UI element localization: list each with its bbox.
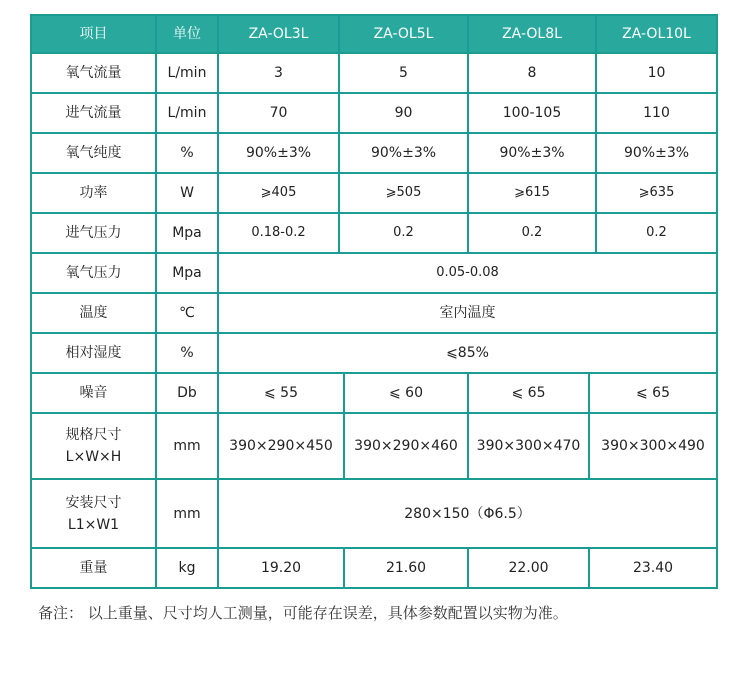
- row-unit-oxygen-purity: %: [157, 134, 217, 172]
- row-unit-weight: kg: [157, 549, 217, 587]
- header-model-8l: ZA-OL8L: [469, 16, 595, 52]
- intake-pressure-10l: 0.2: [597, 214, 716, 252]
- install-size-label-line2: L1×W1: [67, 516, 120, 533]
- intake-flow-5l: 90: [340, 94, 467, 132]
- row-label-temperature: 温度: [32, 294, 155, 332]
- weight-10l: 23.40: [590, 549, 716, 587]
- power-5l: ⩾505: [340, 174, 467, 212]
- power-8l: ⩾615: [469, 174, 595, 212]
- dimensions-label-line1: 规格尺寸: [65, 427, 122, 443]
- dimensions-label-line2: L×W×H: [65, 449, 122, 465]
- row-label-humidity: 相对湿度: [32, 334, 155, 372]
- row-unit-humidity: %: [157, 334, 217, 372]
- oxygen-purity-8l: 90%±3%: [469, 134, 595, 172]
- intake-pressure-3l: 0.18-0.2: [219, 214, 338, 252]
- noise-10l: ⩽ 65: [590, 374, 716, 412]
- oxygen-purity-10l: 90%±3%: [597, 134, 716, 172]
- noise-5l: ⩽ 60: [345, 374, 467, 412]
- weight-8l: 22.00: [469, 549, 588, 587]
- row-unit-power: W: [157, 174, 217, 212]
- dimensions-3l: 390×290×450: [219, 414, 343, 478]
- dimensions-5l: 390×290×460: [345, 414, 467, 478]
- oxygen-purity-5l: 90%±3%: [340, 134, 467, 172]
- row-label-oxygen-pressure: 氧气压力: [32, 254, 155, 292]
- row-unit-oxygen-flow: L/min: [157, 54, 217, 92]
- install-size-value: 280×150（Φ6.5）: [219, 480, 716, 547]
- intake-flow-8l: 100-105: [469, 94, 595, 132]
- oxygen-flow-8l: 8: [469, 54, 595, 92]
- dimensions-10l: 390×300×490: [590, 414, 716, 478]
- row-unit-dimensions: mm: [157, 414, 217, 478]
- power-3l: ⩾405: [219, 174, 338, 212]
- oxygen-purity-3l: 90%±3%: [219, 134, 338, 172]
- install-size-label-line1: 安装尺寸: [65, 494, 122, 511]
- noise-8l: ⩽ 65: [469, 374, 588, 412]
- row-label-noise: 噪音: [32, 374, 155, 412]
- weight-5l: 21.60: [345, 549, 467, 587]
- oxygen-flow-10l: 10: [597, 54, 716, 92]
- row-label-dimensions: [32, 414, 155, 478]
- row-label-weight: 重量: [32, 549, 155, 587]
- row-unit-intake-flow: L/min: [157, 94, 217, 132]
- row-label-power: 功率: [32, 174, 155, 212]
- intake-flow-3l: 70: [219, 94, 338, 132]
- row-unit-intake-pressure: Mpa: [157, 214, 217, 252]
- oxygen-flow-5l: 5: [340, 54, 467, 92]
- intake-pressure-5l: 0.2: [340, 214, 467, 252]
- row-label-oxygen-flow: 氧气流量: [32, 54, 155, 92]
- oxygen-pressure-value: 0.05-0.08: [219, 254, 716, 292]
- header-unit: 单位: [157, 16, 217, 52]
- noise-3l: ⩽ 55: [219, 374, 343, 412]
- intake-pressure-8l: 0.2: [469, 214, 595, 252]
- dimensions-8l: 390×300×470: [469, 414, 588, 478]
- header-model-3l: ZA-OL3L: [219, 16, 338, 52]
- spec-table: [30, 14, 718, 589]
- temperature-value: 室内温度: [219, 294, 716, 332]
- row-unit-temperature: ℃: [157, 294, 217, 332]
- row-label-intake-pressure: 进气压力: [32, 214, 155, 252]
- intake-flow-10l: 110: [597, 94, 716, 132]
- footnote: 备注： 以上重量、尺寸均人工测量，可能存在误差，具体参数配置以实物为准。: [38, 604, 568, 622]
- header-model-5l: ZA-OL5L: [340, 16, 467, 52]
- header-item: 项目: [32, 16, 155, 52]
- row-unit-noise: Db: [157, 374, 217, 412]
- humidity-value: ⩽85%: [219, 334, 716, 372]
- row-unit-oxygen-pressure: Mpa: [157, 254, 217, 292]
- row-label-install-size: [32, 480, 155, 547]
- row-label-intake-flow: 进气流量: [32, 94, 155, 132]
- oxygen-flow-3l: 3: [219, 54, 338, 92]
- header-model-10l: ZA-OL10L: [597, 16, 716, 52]
- row-label-oxygen-purity: 氧气纯度: [32, 134, 155, 172]
- row-unit-install-size: mm: [157, 480, 217, 547]
- power-10l: ⩾635: [597, 174, 716, 212]
- weight-3l: 19.20: [219, 549, 343, 587]
